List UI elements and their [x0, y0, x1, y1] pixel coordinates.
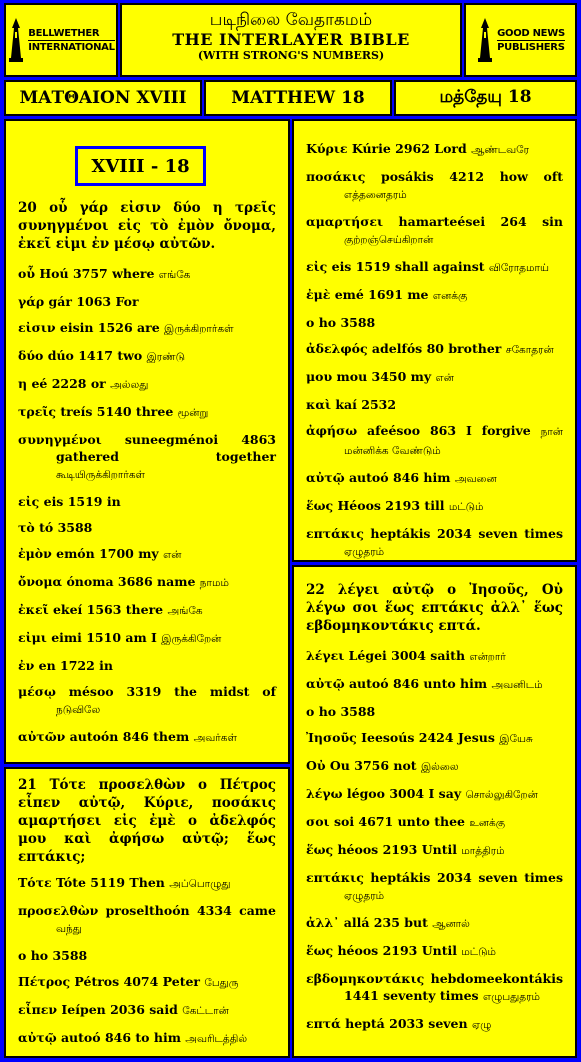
entry-word: ἐμὲ emé 1691 me	[306, 287, 429, 302]
entry-tamil: வந்து	[56, 923, 82, 935]
title-tamil: படிநிலை வேதாகமம்	[209, 10, 373, 30]
entry-word: ἕως héoos 2193 Until	[306, 943, 457, 958]
interlinear-entry	[18, 874, 276, 893]
entry-tamil: நடுவிலே	[56, 704, 101, 716]
interlinear-entry	[306, 314, 563, 331]
verse-21-continued-panel	[292, 119, 577, 562]
verse-21-continued-entries	[306, 140, 563, 561]
entry-word: μέσῳ mésoo 3319 the midst of	[18, 684, 276, 699]
entry-tamil: மாத்திரம்	[461, 845, 505, 857]
interlinear-entry	[306, 368, 563, 387]
entry-word: δύο dúo 1417 two	[18, 348, 143, 363]
entry-tamil: ஏழுதரம்	[344, 546, 385, 558]
entry-word: Πέτρος Pétros 4074 Peter	[18, 974, 201, 989]
entry-word: τρεῖς treís 5140 three	[18, 404, 174, 419]
entry-tamil: எங்கே	[158, 269, 191, 281]
entry-word: ἀλλ᾽ allá 235 but	[306, 915, 428, 930]
entry-tamil: இருக்கிறேன்	[161, 633, 222, 645]
interlinear-entry	[306, 422, 563, 460]
interlinear-entry	[306, 757, 563, 776]
interlinear-entry	[18, 629, 276, 648]
interlinear-entry	[306, 813, 563, 832]
entry-word: αμαρτήσει hamarteései 264 sin	[306, 214, 563, 229]
interlinear-entry	[18, 545, 276, 564]
entry-tamil: மூன்று	[177, 407, 209, 419]
entry-word: ἕως héoos 2193 Until	[306, 842, 457, 857]
interlinear-entry	[18, 265, 276, 284]
bell-tower-icon	[7, 18, 25, 62]
interlinear-entry	[306, 970, 563, 1006]
chapter-header-greek: ΜΑΤΘΑΙΟΝ XVIII	[4, 80, 202, 116]
chapter-header-tamil: மத்தேயு 18	[394, 80, 577, 116]
entry-tamil: என்	[163, 549, 182, 561]
entry-tamil: இருக்கிறார்கள்	[164, 323, 234, 335]
interlinear-entry	[18, 1029, 276, 1048]
interlinear-entry	[306, 469, 563, 488]
interlinear-entry	[306, 1015, 563, 1034]
entry-tamil: இல்லை	[420, 761, 459, 773]
entry-word: αὐτῷ autoó 846 unto him	[306, 676, 488, 691]
interlinear-entry	[306, 497, 563, 516]
entry-tamil: எழுபதுதரம்	[482, 991, 540, 1003]
interlinear-entry	[18, 657, 276, 674]
interlinear-entry	[18, 601, 276, 620]
entry-tamil: மட்டும்	[448, 501, 484, 513]
entry-tamil: என்றார்	[469, 651, 506, 663]
interlinear-entry	[306, 525, 563, 561]
entry-tamil: சகோதரன்	[505, 344, 554, 356]
entry-tamil: உனக்கு	[469, 817, 506, 829]
interlinear-entry	[306, 140, 563, 159]
interlinear-entry	[18, 728, 276, 747]
interlinear-entry	[18, 319, 276, 338]
chapter-verse-box: XVIII - 18	[75, 146, 206, 186]
entry-word: οὗ Hoú 3757 where	[18, 266, 155, 281]
interlinear-entry	[306, 914, 563, 933]
left-logo-line2: INTERNATIONAL	[28, 41, 115, 53]
entry-tamil: மட்டும்	[461, 946, 496, 958]
entry-word: εἶπεν Ieípen 2036 said	[18, 1002, 178, 1017]
bellwether-logo	[4, 3, 118, 77]
interlinear-entry	[306, 168, 563, 204]
entry-word: ἀδελφός adelfós 80 brother	[306, 341, 502, 356]
interlinear-entry	[306, 340, 563, 359]
entry-word: εβδομηκοντάκις hebdomeekontákis 1441 seventy times	[306, 971, 563, 1003]
interlinear-entry	[306, 942, 563, 961]
entry-tamil: ஆண்டவரே	[471, 144, 530, 156]
entry-tamil: அங்கே	[167, 605, 203, 617]
entry-word: λέγω légoo 3004 I say	[306, 786, 462, 801]
entry-tamil: குற்றஞ்செய்கிறான்	[344, 234, 434, 246]
interlinear-entry	[18, 519, 276, 536]
interlinear-entry	[306, 647, 563, 666]
entry-word: ἀφήσω afeésoo 863 I forgive	[306, 423, 531, 438]
entry-word: συνηγμένοι suneegménoi 4863 gathered together	[18, 432, 276, 464]
entry-word: ἕως Héoos 2193 till	[306, 498, 445, 513]
entry-word: ἐν en 1722 in	[18, 658, 113, 673]
entry-word: επτάκις heptákis 2034 seven times	[306, 870, 563, 885]
interlinear-entry	[306, 258, 563, 277]
verse-22-panel	[292, 565, 577, 1058]
entry-tamil: அவனிடம்	[491, 679, 543, 691]
entry-tamil: இரண்டு	[146, 351, 185, 363]
interlinear-entry	[18, 683, 276, 719]
entry-word: λέγει Légei 3004 saith	[306, 648, 466, 663]
entry-tamil: நாமம்	[199, 577, 229, 589]
entry-tamil: அவரிடத்தில்	[185, 1033, 248, 1045]
interlinear-entry	[306, 286, 563, 305]
entry-word: Οὐ Ou 3756 not	[306, 758, 417, 773]
entry-tamil: கூடியிருக்கிறார்கள்	[56, 469, 146, 481]
entry-word: ο ho 3588	[306, 315, 376, 330]
entry-word: τὸ tó 3588	[18, 520, 93, 535]
entry-tamil: அவர்கள்	[193, 732, 237, 744]
entry-tamil: எத்தனைதரம்	[344, 189, 407, 201]
entry-tamil: எனக்கு	[432, 290, 468, 302]
title-block	[120, 3, 462, 77]
interlinear-entry	[18, 973, 276, 992]
right-logo-line1: GOOD NEWS	[497, 27, 565, 39]
interlinear-entry	[306, 703, 563, 720]
entry-word: ποσάκις posákis 4212 how oft	[306, 169, 563, 184]
good-news-logo	[464, 3, 577, 77]
interlinear-entry	[18, 1001, 276, 1020]
entry-tamil: ஏழு	[471, 1019, 492, 1031]
entry-word: καὶ kaí 2532	[306, 397, 397, 412]
entry-tamil: அல்லது	[110, 379, 149, 391]
entry-word: αὐτῶν autoón 846 them	[18, 729, 190, 744]
entry-word: σοι soi 4671 unto thee	[306, 814, 465, 829]
interlinear-entry	[18, 347, 276, 366]
chapter-header-english: MATTHEW 18	[204, 80, 392, 116]
entry-tamil: ஏழுதரம்	[344, 890, 385, 902]
entry-word: αὐτῷ autoó 846 to him	[18, 1030, 181, 1045]
entry-tamil: பேதுரு	[204, 977, 239, 989]
entry-word: επτά heptá 2033 seven	[306, 1016, 468, 1031]
entry-word: Τότε Tóte 5119 Then	[18, 875, 165, 890]
entry-tamil: கேட்டான்	[182, 1005, 229, 1017]
entry-word: ὄνομα ónoma 3686 name	[18, 574, 196, 589]
entry-word: Ἰησοῦς Ieesoús 2424 Jesus	[306, 730, 495, 745]
interlinear-entry	[18, 293, 276, 310]
verse-20-text: 20 οὗ γάρ εἰσιν δύο η τρεῖς συνηγμένοι εἰς τὸ ἐμὸν ὄνομα, ἐκεῖ εἰμι ἐν μέσῳ αὐτῶν.	[18, 200, 276, 252]
entry-word: αὐτῷ autoó 846 him	[306, 470, 451, 485]
entry-tamil: என்	[435, 372, 454, 384]
entry-tamil: அப்பொழுது	[169, 878, 231, 890]
verse-21-panel	[4, 767, 290, 1058]
left-logo-line1: BELLWETHER	[28, 27, 100, 39]
interlinear-entry	[306, 785, 563, 804]
verse-20-panel	[4, 119, 290, 764]
interlinear-entry	[306, 213, 563, 249]
entry-tamil: இயேசு	[499, 733, 533, 745]
verse-22-text: 22 λέγει αὐτῷ ο Ἰησοῦς, Οὐ λέγω σοι ἕως επτάκις ἀλλ᾽ ἕως εβδομηκοντάκις επτά.	[306, 582, 563, 634]
entry-word: εἰμι eimi 1510 am I	[18, 630, 157, 645]
entry-word: εἰς eis 1519 in	[18, 494, 121, 509]
interlinear-entry	[18, 375, 276, 394]
entry-word: προσελθὼν proselthoón 4334 came	[18, 903, 276, 918]
entry-word: γάρ gár 1063 For	[18, 294, 139, 309]
entry-word: Κύριε Kúrie 2962 Lord	[306, 141, 467, 156]
interlinear-entry	[18, 573, 276, 592]
verse-22-entries	[306, 647, 563, 1034]
entry-word: ἐκεῖ ekeí 1563 there	[18, 602, 164, 617]
title-subtitle: (WITH STRONG'S NUMBERS)	[197, 49, 385, 62]
entry-tamil: அவனை	[454, 473, 497, 485]
bell-tower-icon	[476, 18, 494, 62]
entry-tamil: விரோதமாய்	[488, 262, 549, 274]
verse-21-entries	[18, 874, 276, 1048]
interlinear-entry	[18, 493, 276, 510]
entry-word: επτάκις heptákis 2034 seven times	[306, 526, 563, 541]
interlinear-entry	[18, 947, 276, 964]
entry-word: ο ho 3588	[18, 948, 88, 963]
entry-word: ο ho 3588	[306, 704, 376, 719]
interlinear-entry	[306, 396, 563, 413]
title-main: THE INTERLAYER BIBLE	[172, 30, 410, 49]
entry-word: εἰσιν eisin 1526 are	[18, 320, 160, 335]
entry-tamil: சொல்லுகிறேன்	[465, 789, 538, 801]
interlinear-entry	[306, 869, 563, 905]
interlinear-entry	[18, 431, 276, 484]
entry-word: η eé 2228 or	[18, 376, 106, 391]
entry-tamil: ஆனால்	[432, 918, 470, 930]
entry-tamil: நான் மன்னிக்க வேண்டும்	[344, 426, 563, 457]
entry-word: εἰς eis 1519 shall against	[306, 259, 485, 274]
verse-21-text: 21 Τότε προσελθὼν ο Πέτρος εἶπεν αὐτῷ, Κύριε, ποσάκις αμαρτήσει εἰς ἐμὲ ο ἀδελφός μου καὶ ἀφήσω αὐτῷ; ἕως επτάκις;	[18, 777, 276, 865]
interlinear-entry	[306, 729, 563, 748]
entry-word: ἐμὸν emón 1700 my	[18, 546, 159, 561]
interlinear-entry	[18, 403, 276, 422]
interlinear-entry	[18, 902, 276, 938]
right-logo-line2: PUBLISHERS	[497, 41, 565, 53]
interlinear-entry	[306, 675, 563, 694]
verse-20-entries	[18, 265, 276, 747]
interlinear-entry	[306, 841, 563, 860]
entry-word: μου mou 3450 my	[306, 369, 432, 384]
